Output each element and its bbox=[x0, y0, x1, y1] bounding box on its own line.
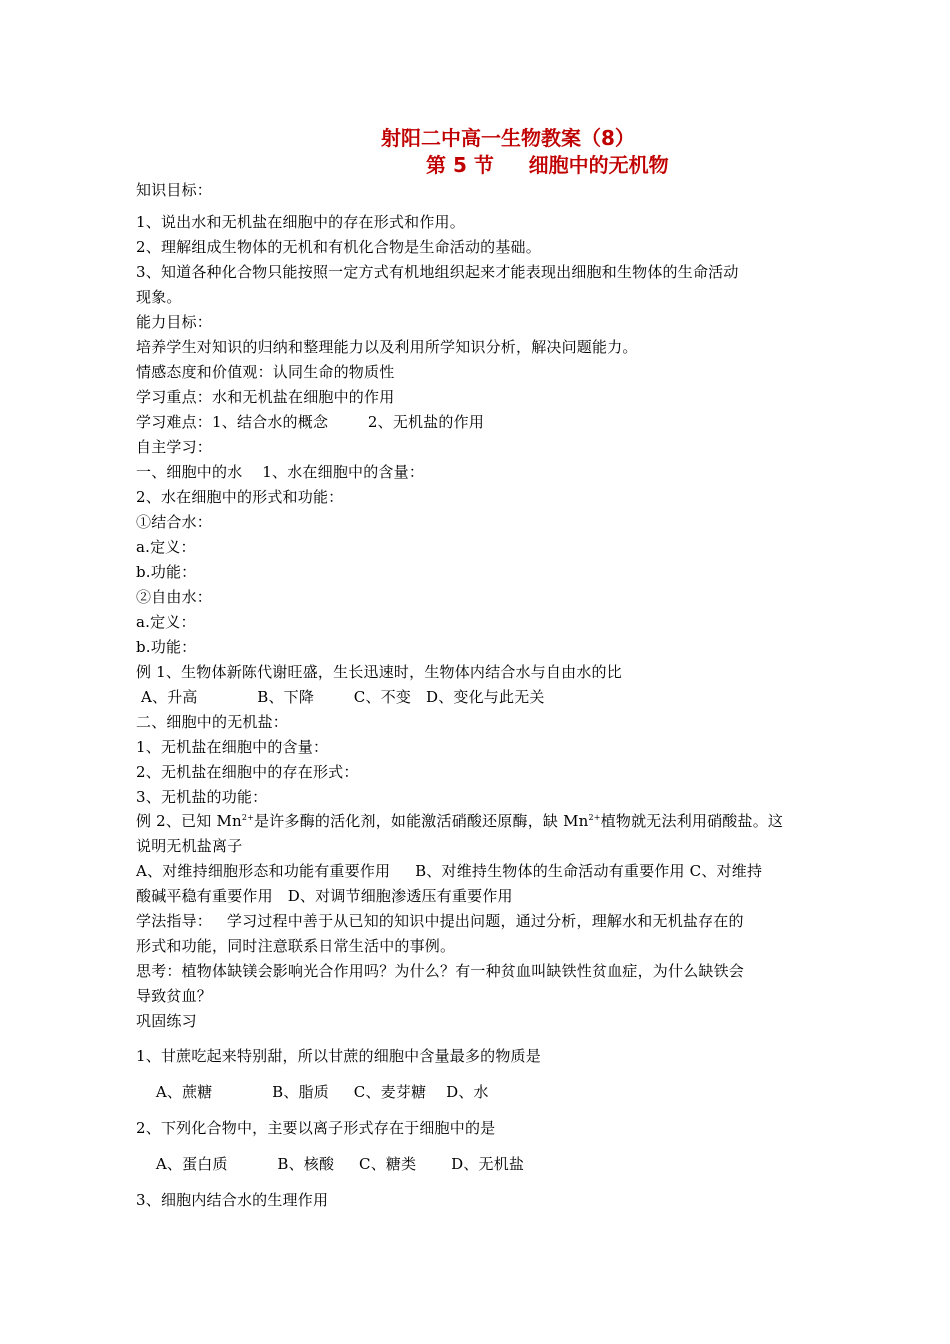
question-2: 2、下列化合物中，主要以离子形式存在于细胞中的是 bbox=[136, 1119, 496, 1137]
salt-section: 二、细胞中的无机盐： bbox=[136, 713, 289, 731]
free-water-function: b.功能： bbox=[136, 638, 197, 656]
goal-1: 1、说出水和无机盐在细胞中的存在形式和作用。 bbox=[136, 213, 465, 231]
question-2-options: A、蛋白质 B、核酸 C、糖类 D、无机盐 bbox=[136, 1155, 525, 1173]
bound-water-definition: a.定义： bbox=[136, 538, 196, 556]
example-1-options: A、升高 B、下降 C、不变 D、变化与此无关 bbox=[136, 688, 545, 706]
knowledge-goals-heading: 知识目标： bbox=[136, 181, 213, 199]
example-2: 例 2、已知 $Mn^{2+}$是许多酶的活化剂，如能激活硝酸还原酶，缺 $Mn^{2+}$植物就无法利用硝酸盐。这 bbox=[136, 812, 784, 830]
question-3: 3、细胞内结合水的生理作用 bbox=[136, 1191, 329, 1209]
study-guide-line1: 学法指导： 学习过程中善于从已知的知识中提出问题，通过分析，理解水和无机盐存在的 bbox=[136, 912, 744, 930]
learning-difficulty: 学习难点：1、结合水的概念 2、无机盐的作用 bbox=[136, 413, 485, 431]
goal-3-line1: 3、知道各种化合物只能按照一定方式有机地组织起来才能表现出细胞和生物体的生命活动 bbox=[136, 263, 739, 281]
water-forms: 2、水在细胞中的形式和功能： bbox=[136, 488, 344, 506]
section-title: 第 5 节 细胞中的无机物 bbox=[426, 153, 669, 177]
self-study-heading: 自主学习： bbox=[136, 438, 213, 456]
example-2-options-line1: A、对维持细胞形态和功能有重要作用 B、对维持生物体的生命活动有重要作用 C、对维持 bbox=[136, 862, 763, 880]
question-1: 1、甘蔗吃起来特别甜，所以甘蔗的细胞中含量最多的物质是 bbox=[136, 1047, 541, 1065]
question-1-options: A、蔗糖 B、脂质 C、麦芽糖 D、水 bbox=[136, 1083, 489, 1101]
salt-content: 1、无机盐在细胞中的含量： bbox=[136, 738, 329, 756]
salt-forms: 2、无机盐在细胞中的存在形式： bbox=[136, 763, 359, 781]
salt-function: 3、无机盐的功能： bbox=[136, 788, 268, 806]
learning-focus: 学习重点：水和无机盐在细胞中的作用 bbox=[136, 388, 395, 406]
ability-goal-text: 培养学生对知识的归纳和整理能力以及利用所学知识分析，解决问题能力。 bbox=[136, 338, 638, 356]
goal-2: 2、理解组成生物体的无机和有机化合物是生命活动的基础。 bbox=[136, 238, 541, 256]
bound-water: ①结合水： bbox=[136, 513, 213, 531]
bound-water-function: b.功能： bbox=[136, 563, 197, 581]
thinking-line2: 导致贫血？ bbox=[136, 987, 213, 1005]
practice-heading: 巩固练习 bbox=[136, 1012, 197, 1030]
water-section: 一、细胞中的水 1、水在细胞中的含量： bbox=[136, 463, 425, 481]
free-water-definition: a.定义： bbox=[136, 613, 196, 631]
ability-goals-heading: 能力目标： bbox=[136, 313, 213, 331]
example-1: 例 1、生物体新陈代谢旺盛，生长迅速时，生物体内结合水与自由水的比 bbox=[136, 663, 622, 681]
document-title: 射阳二中高一生物教案（8） bbox=[381, 126, 635, 150]
thinking-line1: 思考：植物体缺镁会影响光合作用吗？为什么？有一种贫血叫缺铁性贫血症，为什么缺铁会 bbox=[136, 962, 745, 980]
study-guide-line2: 形式和功能，同时注意联系日常生活中的事例。 bbox=[136, 937, 456, 955]
goal-3-line2: 现象。 bbox=[136, 288, 182, 306]
example-2-options-line2: 酸碱平稳有重要作用 D、对调节细胞渗透压有重要作用 bbox=[136, 887, 513, 905]
example-2-line2: 说明无机盐离子 bbox=[136, 837, 243, 855]
free-water: ②自由水： bbox=[136, 588, 213, 606]
attitude-values: 情感态度和价值观：认同生命的物质性 bbox=[136, 363, 395, 381]
